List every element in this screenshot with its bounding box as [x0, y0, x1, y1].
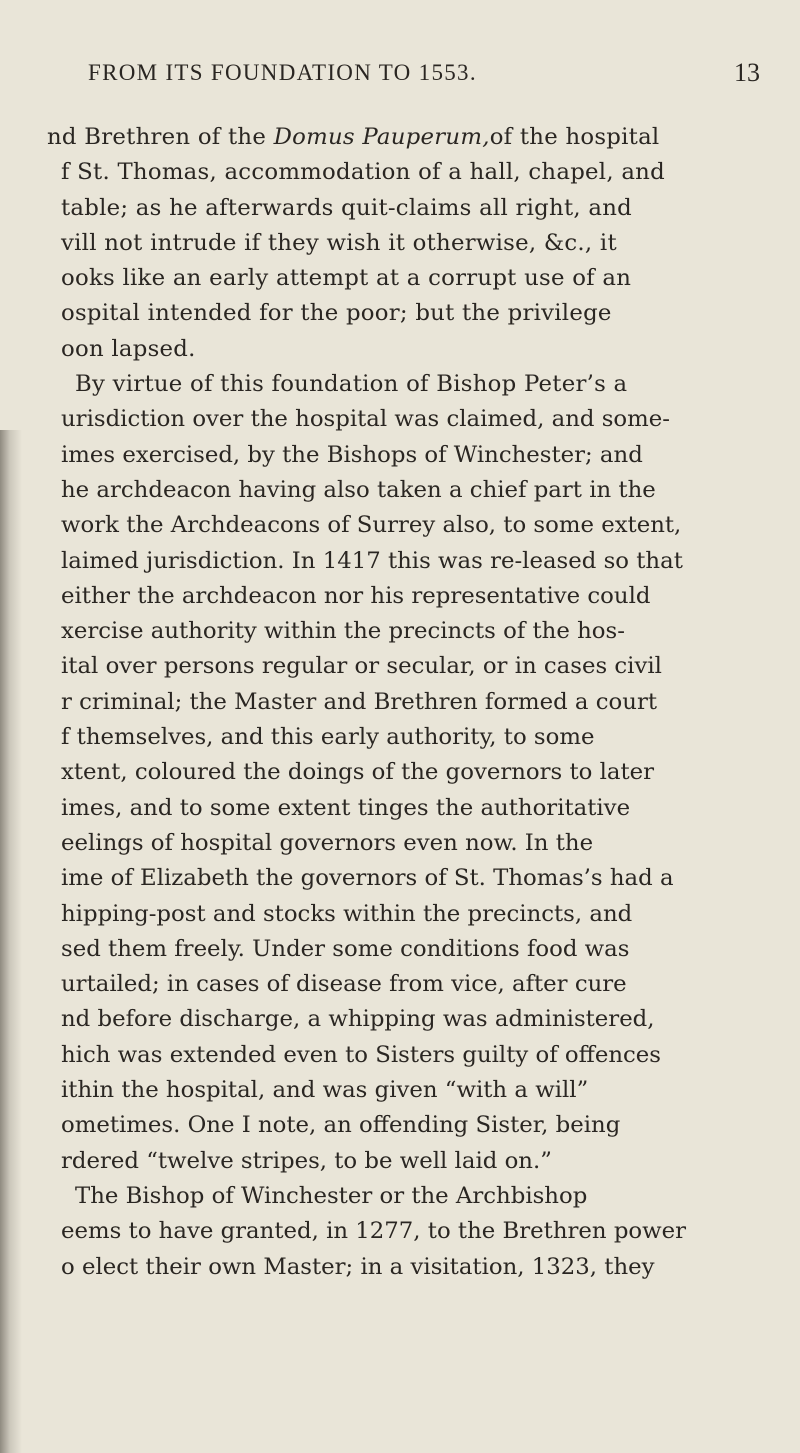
text-line-11: he archdeacon having also taken a chief part in the — [61, 476, 656, 503]
body-text — [47, 120, 767, 1285]
running-head: FROM ITS FOUNDATION TO 1553. — [88, 60, 477, 85]
text-line-21: eelings of hospital governors even now. In the — [61, 829, 594, 856]
text-line-25: urtailed; in cases of disease from vice, after cure — [61, 971, 627, 998]
latin-phrase: Domus Pauperum, — [273, 124, 490, 150]
text-line-8: By virtue of this foundation of Bishop Peter’s a — [75, 371, 628, 398]
binding-shadow — [0, 430, 22, 1453]
text-line-6: ospital intended for the poor; but the privilege — [61, 300, 612, 327]
text-line-14: either the archdeacon nor his representative could — [61, 582, 651, 609]
text-line-33: o elect their own Master; in a visitation, 1323, they — [61, 1253, 655, 1280]
text-line-31: The Bishop of Winchester or the Archbishop — [75, 1182, 588, 1209]
text-line-4: vill not intrude if they wish it otherwise, &c., it — [61, 229, 617, 256]
text-line-29: ometimes. One I note, an offending Sister, being — [61, 1112, 621, 1139]
text-line-13: laimed jurisdiction. In 1417 this was re-leased so that — [61, 547, 683, 574]
text-line-30: rdered “twelve stripes, to be well laid on.” — [61, 1147, 552, 1174]
text-line-3: table; as he afterwards quit-claims all right, and — [61, 194, 632, 221]
text-line-17: r criminal; the Master and Brethren formed a court — [61, 688, 658, 715]
text-line-18: f themselves, and this early authority, to some — [61, 724, 595, 751]
text-line-15: xercise authority within the precincts of the hos- — [61, 618, 625, 645]
text-line-23: hipping-post and stocks within the precincts, and — [61, 900, 633, 927]
text-line-7: oon lapsed. — [61, 335, 196, 362]
text-line-26: nd before discharge, a whipping was administered, — [61, 1006, 655, 1033]
text-line-19: xtent, coloured the doings of the governors to later — [61, 759, 655, 786]
text-line-9: urisdiction over the hospital was claimed, and some- — [61, 406, 670, 433]
text-line-32: eems to have granted, in 1277, to the Brethren power — [61, 1218, 687, 1245]
text-line-2: f St. Thomas, accommodation of a hall, chapel, and — [61, 159, 665, 186]
page-header — [40, 56, 760, 96]
text-line-10: imes exercised, by the Bishops of Winchester; and — [61, 441, 643, 468]
text-line-16: ital over persons regular or secular, or in cases civil — [61, 653, 662, 680]
text-line-24: sed them freely. Under some conditions food was — [61, 935, 630, 962]
page-number: 13 — [734, 58, 760, 87]
text-line-12: work the Archdeacons of Surrey also, to some extent, — [61, 512, 682, 539]
text-line-5: ooks like an early attempt at a corrupt use of an — [61, 265, 632, 292]
text-line-22: ime of Elizabeth the governors of St. Thomas’s had a — [61, 865, 674, 892]
text-line-1: nd Brethren of the Domus Pauperum,of the hospital — [47, 124, 660, 150]
text-line-27: hich was extended even to Sisters guilty of offences — [61, 1041, 661, 1068]
text-line-28: ithin the hospital, and was given “with a will” — [61, 1077, 589, 1104]
text-line-20: imes, and to some extent tinges the authoritative — [61, 794, 631, 821]
